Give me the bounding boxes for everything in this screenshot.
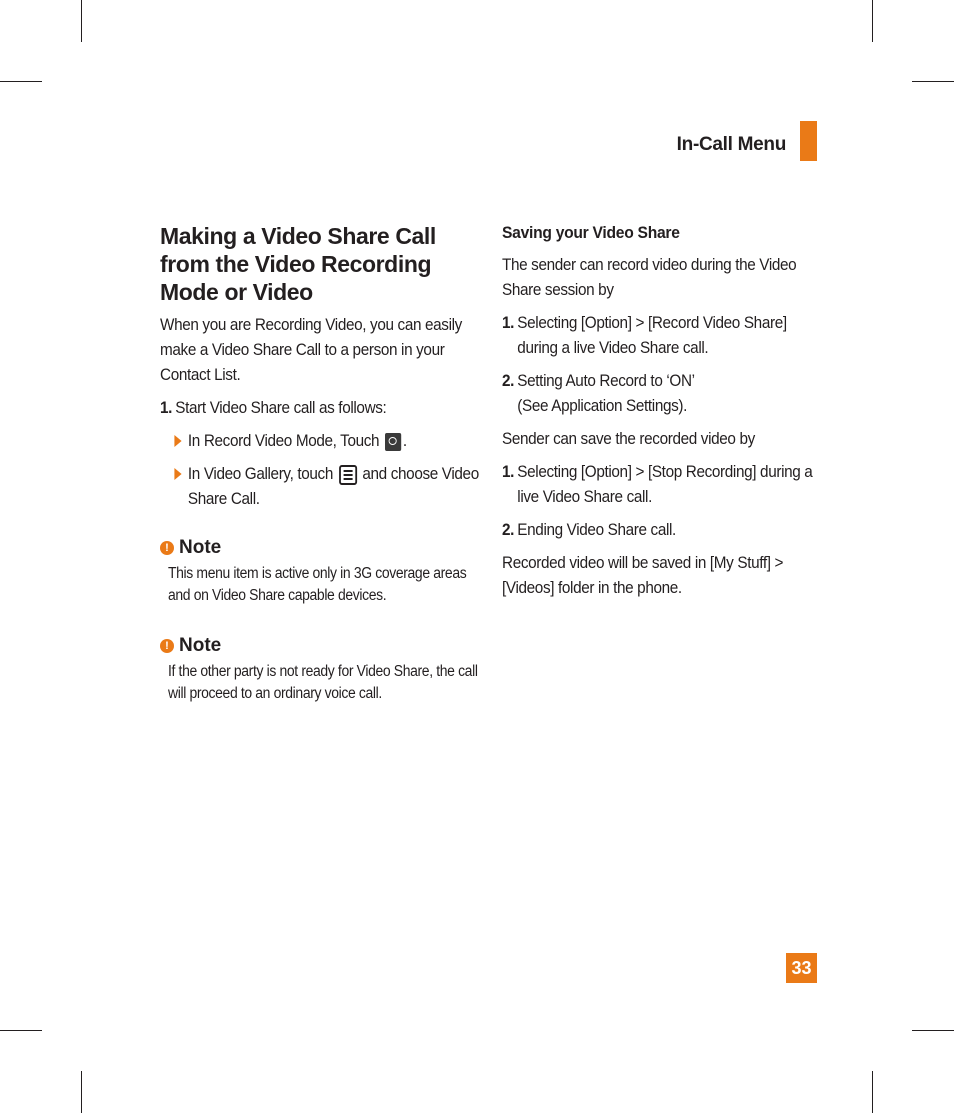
arrow-bullet-icon xyxy=(174,468,181,480)
step-number: 1. xyxy=(502,313,515,332)
step-number: 2. xyxy=(502,371,515,390)
step-number: 2. xyxy=(502,520,515,539)
note-label: Note xyxy=(179,635,222,656)
step-number: 1. xyxy=(160,398,173,417)
crop-mark xyxy=(0,81,42,82)
step-text: Start Video Share call as follows: xyxy=(175,398,387,417)
menu-icon xyxy=(339,465,357,485)
note-box xyxy=(160,537,490,607)
save-paragraph: Sender can save the recorded video by xyxy=(502,429,755,448)
step-text: Selecting [Option] > [Stop Recording] during a live Video Share call. xyxy=(517,462,813,506)
note-label: Note xyxy=(179,537,222,558)
note-text: This menu item is active only in 3G coverage areas and on Video Share capable devices. xyxy=(168,565,467,604)
crop-mark xyxy=(81,0,82,42)
exclamation-icon: ! xyxy=(160,639,174,653)
bullet-text-after: and choose Video Share Call. xyxy=(187,464,479,508)
step-text: Selecting [Option] > [Record Video Share] during a live Video Share call. xyxy=(517,313,787,357)
crop-mark xyxy=(912,1030,954,1031)
note-text: If the other party is not ready for Video Share, the call will proceed to an ordinary voice call. xyxy=(168,663,478,702)
arrow-bullet-icon xyxy=(174,435,181,447)
step-1 xyxy=(502,459,826,509)
page-number: 33 xyxy=(786,953,817,983)
bullet-record-mode xyxy=(174,428,484,453)
step-1 xyxy=(502,310,826,360)
outro-paragraph: Recorded video will be saved in [My Stuff] > [Videos] folder in the phone. xyxy=(502,553,784,597)
crop-mark xyxy=(912,81,954,82)
step-number: 1. xyxy=(502,462,515,481)
intro-paragraph: When you are Recording Video, you can easily make a Video Share Call to a person in your Contact List. xyxy=(160,315,462,384)
crop-mark xyxy=(872,1071,873,1113)
section-header-title: In-Call Menu xyxy=(676,134,786,155)
left-column xyxy=(160,222,490,705)
note-box xyxy=(160,635,490,705)
subsection-title: Saving your Video Share xyxy=(502,223,680,242)
intro-paragraph: The sender can record video during the Video Share session by xyxy=(502,255,797,299)
step-text: Ending Video Share call. xyxy=(517,520,676,539)
exclamation-icon: ! xyxy=(160,541,174,555)
bullet-text: In Record Video Mode, Touch xyxy=(187,431,380,450)
section-header-tab xyxy=(800,121,817,161)
bullet-video-gallery xyxy=(174,461,484,511)
section-title: Making a Video Share Call from the Video Recording Mode or Video xyxy=(160,223,436,305)
step-2 xyxy=(502,368,826,418)
crop-mark xyxy=(872,0,873,42)
video-share-icon xyxy=(385,433,401,451)
crop-mark xyxy=(0,1030,42,1031)
right-column xyxy=(502,222,832,600)
step-2 xyxy=(502,517,826,542)
step-1 xyxy=(160,395,484,420)
bullet-text-after: . xyxy=(402,431,407,450)
step-text: Setting Auto Record to ‘ON’ (See Application Settings). xyxy=(517,371,695,415)
crop-mark xyxy=(81,1071,82,1113)
bullet-text: In Video Gallery, touch xyxy=(187,464,333,483)
